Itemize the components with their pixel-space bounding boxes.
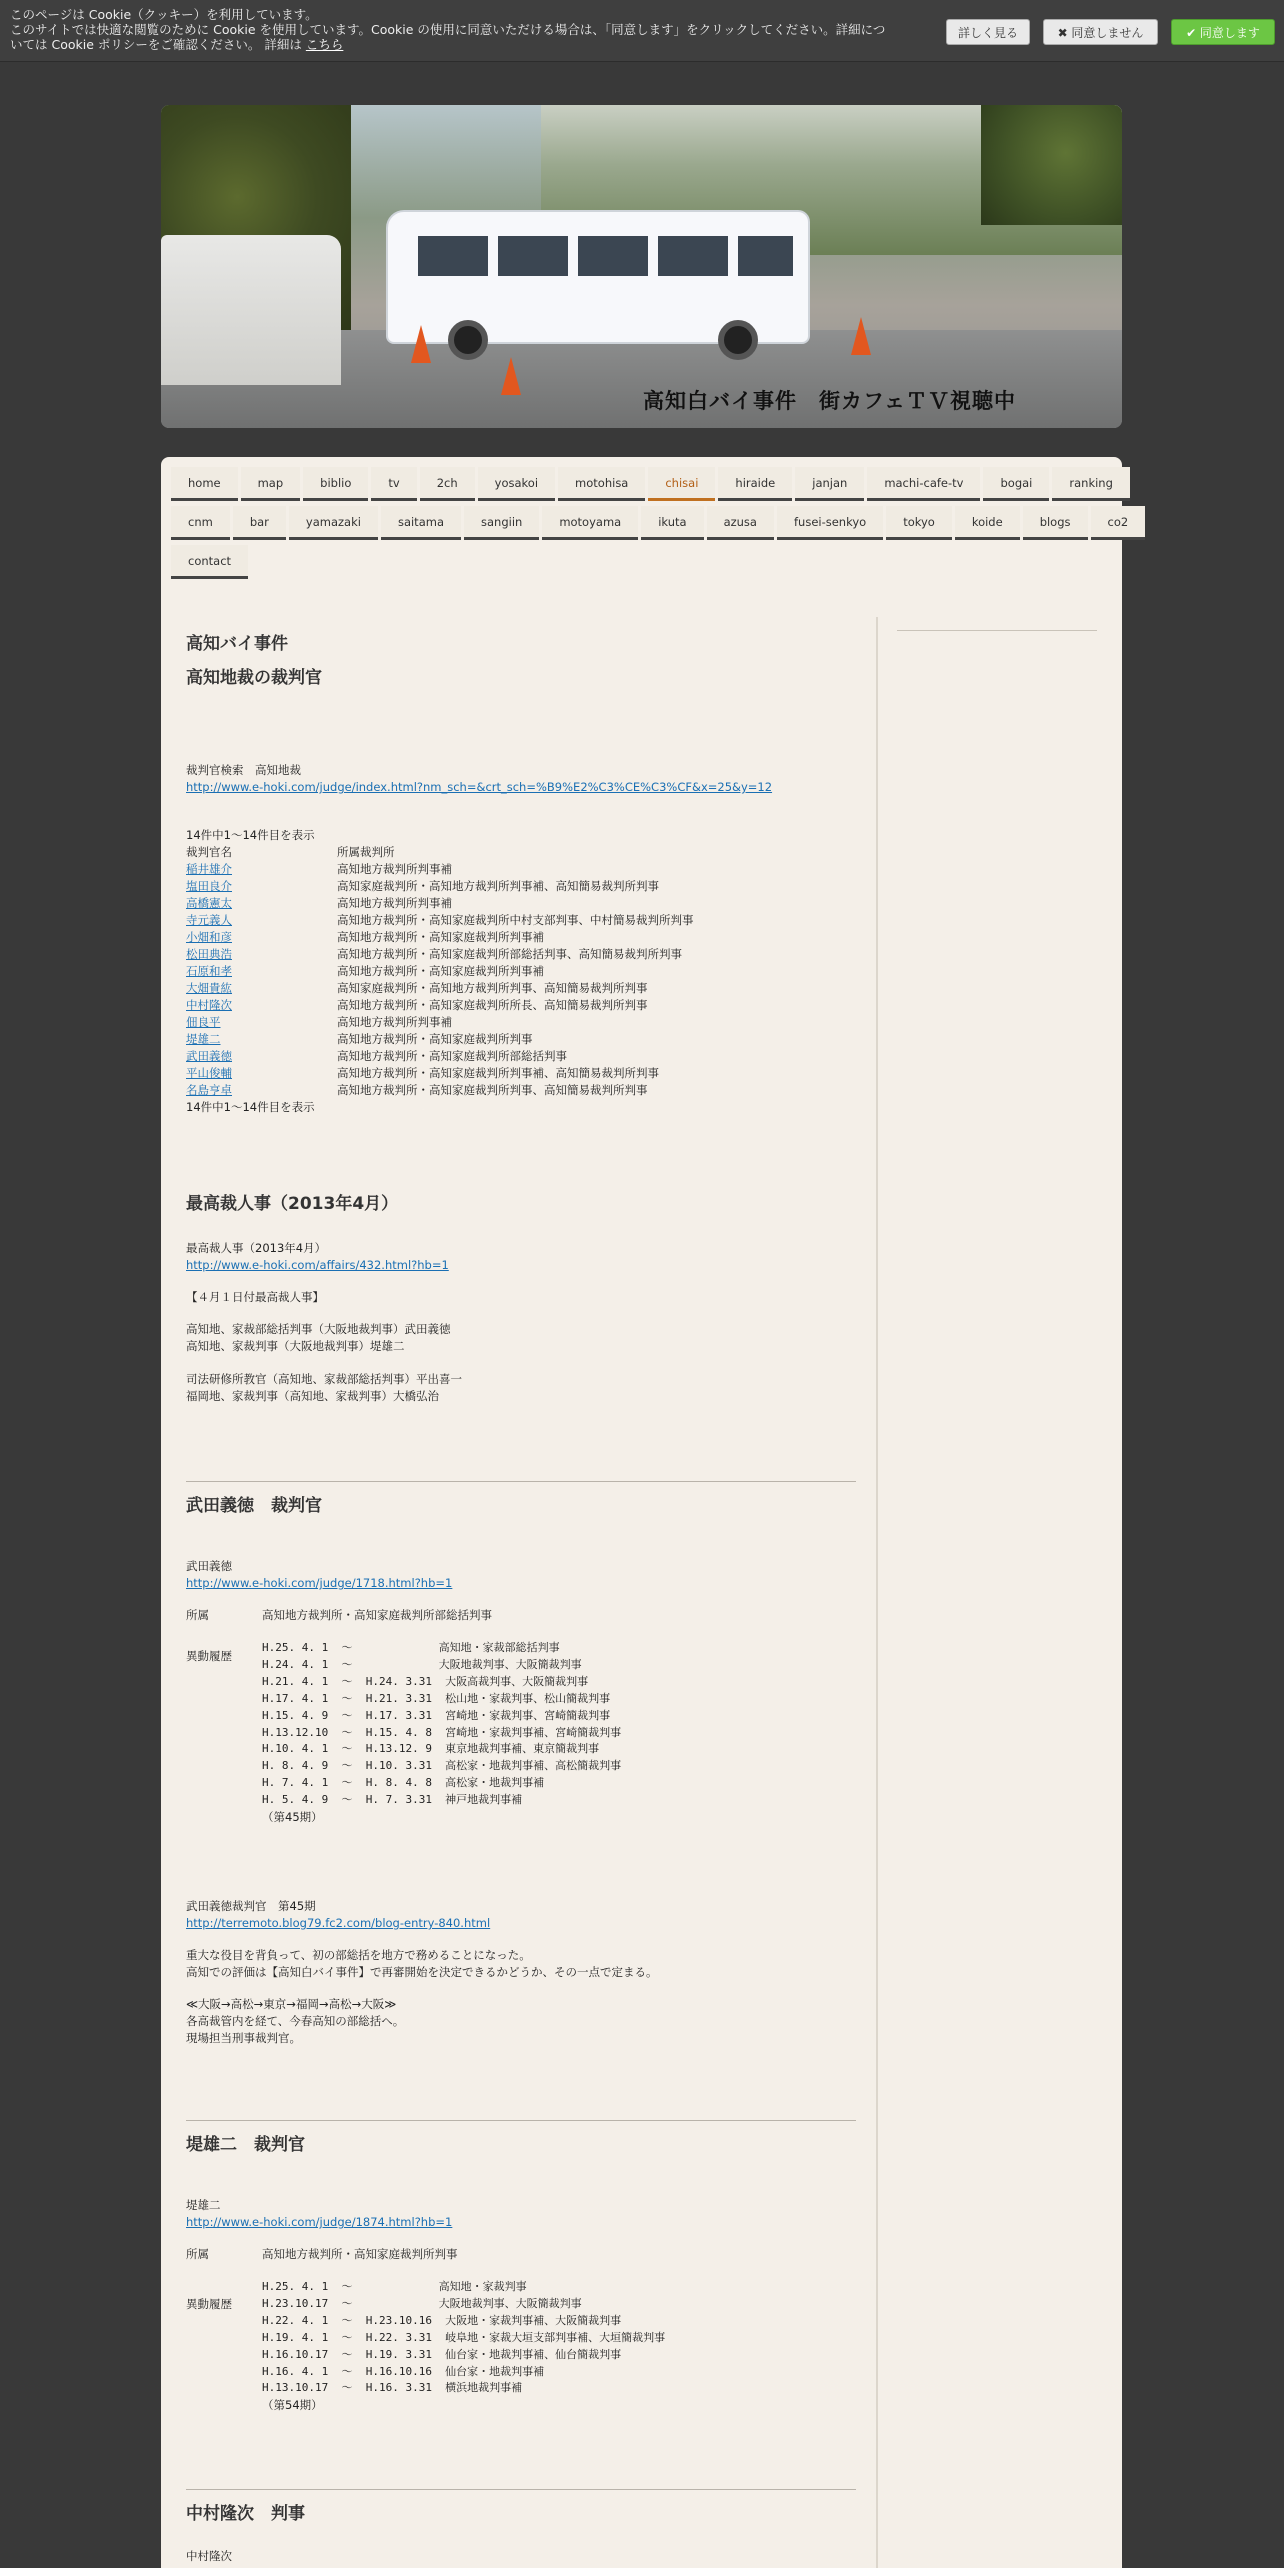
history-label: 異動履歴 bbox=[186, 2297, 232, 2311]
nav-item-contact[interactable]: contact bbox=[171, 545, 248, 579]
nav-item-ranking[interactable]: ranking bbox=[1052, 467, 1130, 501]
bus-wheel bbox=[448, 320, 488, 360]
judge-court: 高知地方裁判所・高知家庭裁判所部総括判事、高知簡易裁判所判事 bbox=[337, 947, 682, 961]
judge-name-link[interactable]: 寺元義人 bbox=[186, 913, 232, 927]
appointment-line: 福岡地、家裁判事（高知地、家裁判事）大橋弘治 bbox=[186, 1389, 439, 1403]
judge-court: 高知地方裁判所判事補 bbox=[337, 1015, 452, 1029]
cookie-banner bbox=[0, 0, 1284, 62]
judge-court: 高知地方裁判所判事補 bbox=[337, 862, 452, 876]
cookie-deny-button[interactable]: ✖ 同意しません bbox=[1043, 19, 1158, 45]
cookie-accept-button[interactable]: ✔ 同意します bbox=[1171, 19, 1275, 45]
cookie-line-2: このサイトでは快適な閲覧のために Cookie を使用しています。Cookie の使用に同意いただける場合は、「同意します」をクリックしてください。詳細につ bbox=[10, 22, 886, 37]
judge-court: 高知地方裁判所・高知家庭裁判所中村支部判事、中村簡易裁判所判事 bbox=[337, 913, 694, 927]
appointment-line: 司法研修所教官（高知地、家裁部総括判事）平出喜一 bbox=[186, 1372, 462, 1386]
bus-wheel bbox=[718, 320, 758, 360]
main-container bbox=[161, 457, 1129, 2568]
judge-court: 高知家庭裁判所・高知地方裁判所判事、高知簡易裁判所判事 bbox=[337, 981, 648, 995]
post-title: 高知バイ事件 bbox=[186, 634, 288, 654]
paragraph-line: 現場担当刑事裁判官。 bbox=[186, 2031, 301, 2045]
nav-item-ikuta[interactable]: ikuta bbox=[641, 506, 703, 540]
section-heading: 【４月１日付最高裁人事】 bbox=[186, 1290, 324, 1304]
nav-item-map[interactable]: map bbox=[241, 467, 301, 501]
nav-item-cnm[interactable]: cnm bbox=[171, 506, 230, 540]
post-subtitle: 高知地裁の裁判官 bbox=[186, 668, 322, 688]
bus-graphic bbox=[386, 210, 810, 344]
judge-name-link[interactable]: 中村隆次 bbox=[186, 998, 232, 1012]
search-label: 裁判官検索 高知地裁 bbox=[186, 763, 301, 777]
nav-item-yosakoi[interactable]: yosakoi bbox=[478, 467, 555, 501]
traffic-cone bbox=[851, 317, 871, 355]
bus-window bbox=[578, 236, 648, 276]
judge-name-link[interactable]: 松田典浩 bbox=[186, 947, 232, 961]
history-entry: H.15. 4. 9 ～ H.17. 3.31 宮崎地・家裁判事、宮崎簡裁判事 bbox=[262, 1708, 611, 1722]
judge-name-link[interactable]: 堤雄二 bbox=[186, 1032, 221, 1046]
nav-row bbox=[171, 545, 1111, 579]
nav-row bbox=[171, 506, 1129, 540]
nav-item-koide[interactable]: koide bbox=[955, 506, 1020, 540]
judge-name-link[interactable]: 武田義徳 bbox=[186, 1049, 232, 1063]
history-entry: H. 5. 4. 9 ～ H. 7. 3.31 神戸地裁判事補 bbox=[262, 1793, 523, 1807]
nav-item-chisai[interactable]: chisai bbox=[648, 467, 715, 501]
term: （第54期） bbox=[262, 2398, 323, 2412]
cookie-more-button[interactable]: 詳しく見る bbox=[946, 19, 1030, 45]
judge-court: 高知地方裁判所・高知家庭裁判所判事、高知簡易裁判所判事 bbox=[337, 1083, 648, 1097]
post-title: 中村隆次 判事 bbox=[186, 2504, 305, 2524]
judge-name-link[interactable]: 高橋憲太 bbox=[186, 896, 232, 910]
history-entry: H.19. 4. 1 ～ H.22. 3.31 岐阜地・家裁大垣支部判事補、大垣簡裁判事 bbox=[262, 2330, 666, 2344]
nav-item-home[interactable]: home bbox=[171, 467, 238, 501]
nav-item-yamazaki[interactable]: yamazaki bbox=[289, 506, 378, 540]
affairs-link[interactable]: http://www.e-hoki.com/affairs/432.html?hb=1 bbox=[186, 1258, 449, 1272]
affiliation-label: 所属 bbox=[186, 1608, 209, 1622]
post-title: 武田義徳 裁判官 bbox=[186, 1496, 322, 1516]
paragraph-line: 高知での評価は【高知白バイ事件】で再審開始を決定できるかどうか、その一点で定まる。 bbox=[186, 1965, 658, 1979]
judge-name-link[interactable]: 小畑和彦 bbox=[186, 930, 232, 944]
nav-item-saitama[interactable]: saitama bbox=[381, 506, 461, 540]
divider bbox=[186, 1481, 856, 1482]
history-list bbox=[262, 2279, 665, 2397]
nav-item-biblio[interactable]: biblio bbox=[303, 467, 368, 501]
history-entry: H.16. 4. 1 ～ H.16.10.16 仙台家・地裁判事補 bbox=[262, 2364, 545, 2378]
nav-item-azusa[interactable]: azusa bbox=[707, 506, 774, 540]
nav-item-fusei-senkyo[interactable]: fusei-senkyo bbox=[777, 506, 883, 540]
nav-row bbox=[171, 467, 1111, 501]
history-entry: H.16.10.17 ～ H.19. 3.31 仙台家・地裁判事補、仙台簡裁判事 bbox=[262, 2347, 622, 2361]
history-entry: H.25. 4. 1 ～ 高知地・家裁判事 bbox=[262, 2280, 527, 2293]
result-count: 14件中1～14件目を表示 bbox=[186, 1100, 315, 1114]
history-label: 異動履歴 bbox=[186, 1649, 232, 1663]
judge-court: 高知地方裁判所・高知家庭裁判所判事補 bbox=[337, 930, 544, 944]
judge-name: 堤雄二 bbox=[186, 2198, 221, 2212]
cookie-line-3: いては Cookie ポリシーをご確認ください。 詳細は bbox=[10, 37, 302, 52]
history-entry: H.17. 4. 1 ～ H.21. 3.31 松山地・家裁判事、松山簡裁判事 bbox=[262, 1691, 611, 1705]
nav-item-bogai[interactable]: bogai bbox=[983, 467, 1049, 501]
nav-item-tv[interactable]: tv bbox=[371, 467, 416, 501]
judge-name-link[interactable]: 大畑貴紘 bbox=[186, 981, 232, 995]
judge-name: 武田義徳 bbox=[186, 1559, 232, 1573]
cookie-text bbox=[10, 7, 930, 52]
judge-name-link[interactable]: 平山俊輔 bbox=[186, 1066, 232, 1080]
paragraph-line: 各高裁管内を経て、今春高知の部総括へ。 bbox=[186, 2014, 405, 2028]
appointment-line: 高知地、家裁判事（大阪地裁判事）堤雄二 bbox=[186, 1339, 405, 1353]
post-title: 最高裁人事（2013年4月） bbox=[186, 1194, 399, 1214]
judge-court: 高知地方裁判所・高知家庭裁判所判事補 bbox=[337, 964, 544, 978]
traffic-cone bbox=[411, 325, 431, 363]
blog-label: 武田義徳裁判官 第45期 bbox=[186, 1899, 316, 1913]
judge-name-link[interactable]: 石原和孝 bbox=[186, 964, 232, 978]
site-title: 高知白バイ事件 街カフェＴＶ視聴中 bbox=[643, 389, 1016, 413]
judge-court: 高知地方裁判所・高知家庭裁判所部総括判事 bbox=[337, 1049, 567, 1063]
post-label: 最高裁人事（2013年4月） bbox=[186, 1241, 327, 1255]
paragraph-line: ≪大阪→高松→東京→福岡→高松→大阪≫ bbox=[186, 1997, 397, 2011]
nav-item-hiraide[interactable]: hiraide bbox=[718, 467, 792, 501]
judge-link[interactable]: http://www.e-hoki.com/judge/1718.html?hb=1 bbox=[186, 1576, 453, 1590]
paragraph-line: 重大な役目を背負って、初の部総括を地方で務めることになった。 bbox=[186, 1948, 531, 1962]
judge-name: 中村隆次 bbox=[186, 2549, 232, 2563]
history-entry: H.10. 4. 1 ～ H.13.12. 9 東京地裁判事補、東京簡裁判事 bbox=[262, 1742, 600, 1756]
divider bbox=[186, 2120, 856, 2121]
divider bbox=[186, 2489, 856, 2490]
affiliation-label: 所属 bbox=[186, 2247, 209, 2261]
nav-item-bar[interactable]: bar bbox=[233, 506, 286, 540]
blog-link[interactable]: http://terremoto.blog79.fc2.com/blog-entry-840.html bbox=[186, 1916, 491, 1930]
truck-graphic bbox=[161, 235, 341, 385]
nav-item-blogs[interactable]: blogs bbox=[1023, 506, 1088, 540]
affiliation-value: 高知地方裁判所・高知家庭裁判所部総括判事 bbox=[262, 1608, 492, 1622]
appointment-line: 高知地、家裁部総括判事（大阪地裁判事）武田義徳 bbox=[186, 1322, 451, 1336]
judge-court: 高知家庭裁判所・高知地方裁判所判事補、高知簡易裁判所判事 bbox=[337, 879, 659, 893]
bus-window bbox=[738, 236, 793, 276]
search-link[interactable]: http://www.e-hoki.com/judge/index.html?nm_sch=&crt_sch=%B9%E2%C3%CE%C3%CF&x=25&y=12 bbox=[186, 780, 773, 794]
judge-link[interactable]: http://www.e-hoki.com/judge/1874.html?hb=1 bbox=[186, 2215, 453, 2229]
result-count: 14件中1～14件目を表示 bbox=[186, 828, 315, 842]
history-entry: H. 8. 4. 9 ～ H.10. 3.31 高松家・地裁判事補、高松簡裁判事 bbox=[262, 1759, 622, 1773]
affiliation-value: 高知地方裁判所・高知家庭裁判所判事 bbox=[262, 2247, 458, 2261]
cookie-line-1: このページは Cookie（クッキー）を利用しています。 bbox=[10, 7, 318, 22]
history-list bbox=[262, 1640, 621, 1809]
nav-item-motoyama[interactable]: motoyama bbox=[542, 506, 638, 540]
nav-item-2ch[interactable]: 2ch bbox=[420, 467, 475, 501]
judge-court: 高知地方裁判所判事補 bbox=[337, 896, 452, 910]
judge-name-link[interactable]: 塩田良介 bbox=[186, 879, 232, 893]
sidebar-rule bbox=[897, 630, 1097, 631]
post-title: 堤雄二 裁判官 bbox=[186, 2135, 305, 2155]
judge-court: 高知地方裁判所・高知家庭裁判所判事 bbox=[337, 1032, 533, 1046]
judge-name-link[interactable]: 名島亨卓 bbox=[186, 1083, 232, 1097]
nav-item-machi-cafe-tv[interactable]: machi-cafe-tv bbox=[867, 467, 980, 501]
history-entry: H.24. 4. 1 ～ 大阪地裁判事、大阪簡裁判事 bbox=[262, 1657, 582, 1671]
term: （第45期） bbox=[262, 1810, 323, 1824]
bus-window bbox=[418, 236, 488, 276]
sidebar-divider bbox=[876, 617, 878, 2568]
trees-graphic-right bbox=[981, 105, 1122, 225]
nav-item-janjan[interactable]: janjan bbox=[795, 467, 864, 501]
nav-menu bbox=[171, 467, 1129, 584]
header-banner bbox=[161, 105, 1122, 428]
history-entry: H.21. 4. 1 ～ H.24. 3.31 大阪高裁判事、大阪簡裁判事 bbox=[262, 1674, 589, 1688]
judge-name-link[interactable]: 佃良平 bbox=[186, 1015, 221, 1029]
judge-court: 高知地方裁判所・高知家庭裁判所所長、高知簡易裁判所判事 bbox=[337, 998, 648, 1012]
history-entry: H.25. 4. 1 ～ 高知地・家裁部総括判事 bbox=[262, 1641, 560, 1654]
nav-item-sangiin[interactable]: sangiin bbox=[464, 506, 539, 540]
column-header-name: 裁判官名 bbox=[186, 845, 232, 859]
cookie-policy-link[interactable]: こちら bbox=[305, 37, 344, 52]
judge-court: 高知地方裁判所・高知家庭裁判所判事補、高知簡易裁判所判事 bbox=[337, 1066, 659, 1080]
judge-name-link[interactable]: 稲井雄介 bbox=[186, 862, 232, 876]
history-entry: H.23.10.17 ～ 大阪地裁判事、大阪簡裁判事 bbox=[262, 2296, 582, 2310]
history-entry: H.13.10.17 ～ H.16. 3.31 横浜地裁判事補 bbox=[262, 2381, 523, 2395]
bus-window bbox=[498, 236, 568, 276]
history-entry: H.22. 4. 1 ～ H.23.10.16 大阪地・家裁判事補、大阪簡裁判事 bbox=[262, 2313, 622, 2327]
nav-item-tokyo[interactable]: tokyo bbox=[886, 506, 952, 540]
traffic-cone bbox=[501, 357, 521, 395]
history-entry: H.13.12.10 ～ H.15. 4. 8 宮崎地・家裁判事補、宮崎簡裁判事 bbox=[262, 1725, 622, 1739]
bus-window bbox=[658, 236, 728, 276]
nav-item-co2[interactable]: co2 bbox=[1091, 506, 1146, 540]
column-header-court: 所属裁判所 bbox=[337, 845, 395, 859]
history-entry: H. 7. 4. 1 ～ H. 8. 4. 8 高松家・地裁判事補 bbox=[262, 1776, 545, 1790]
nav-item-motohisa[interactable]: motohisa bbox=[558, 467, 645, 501]
